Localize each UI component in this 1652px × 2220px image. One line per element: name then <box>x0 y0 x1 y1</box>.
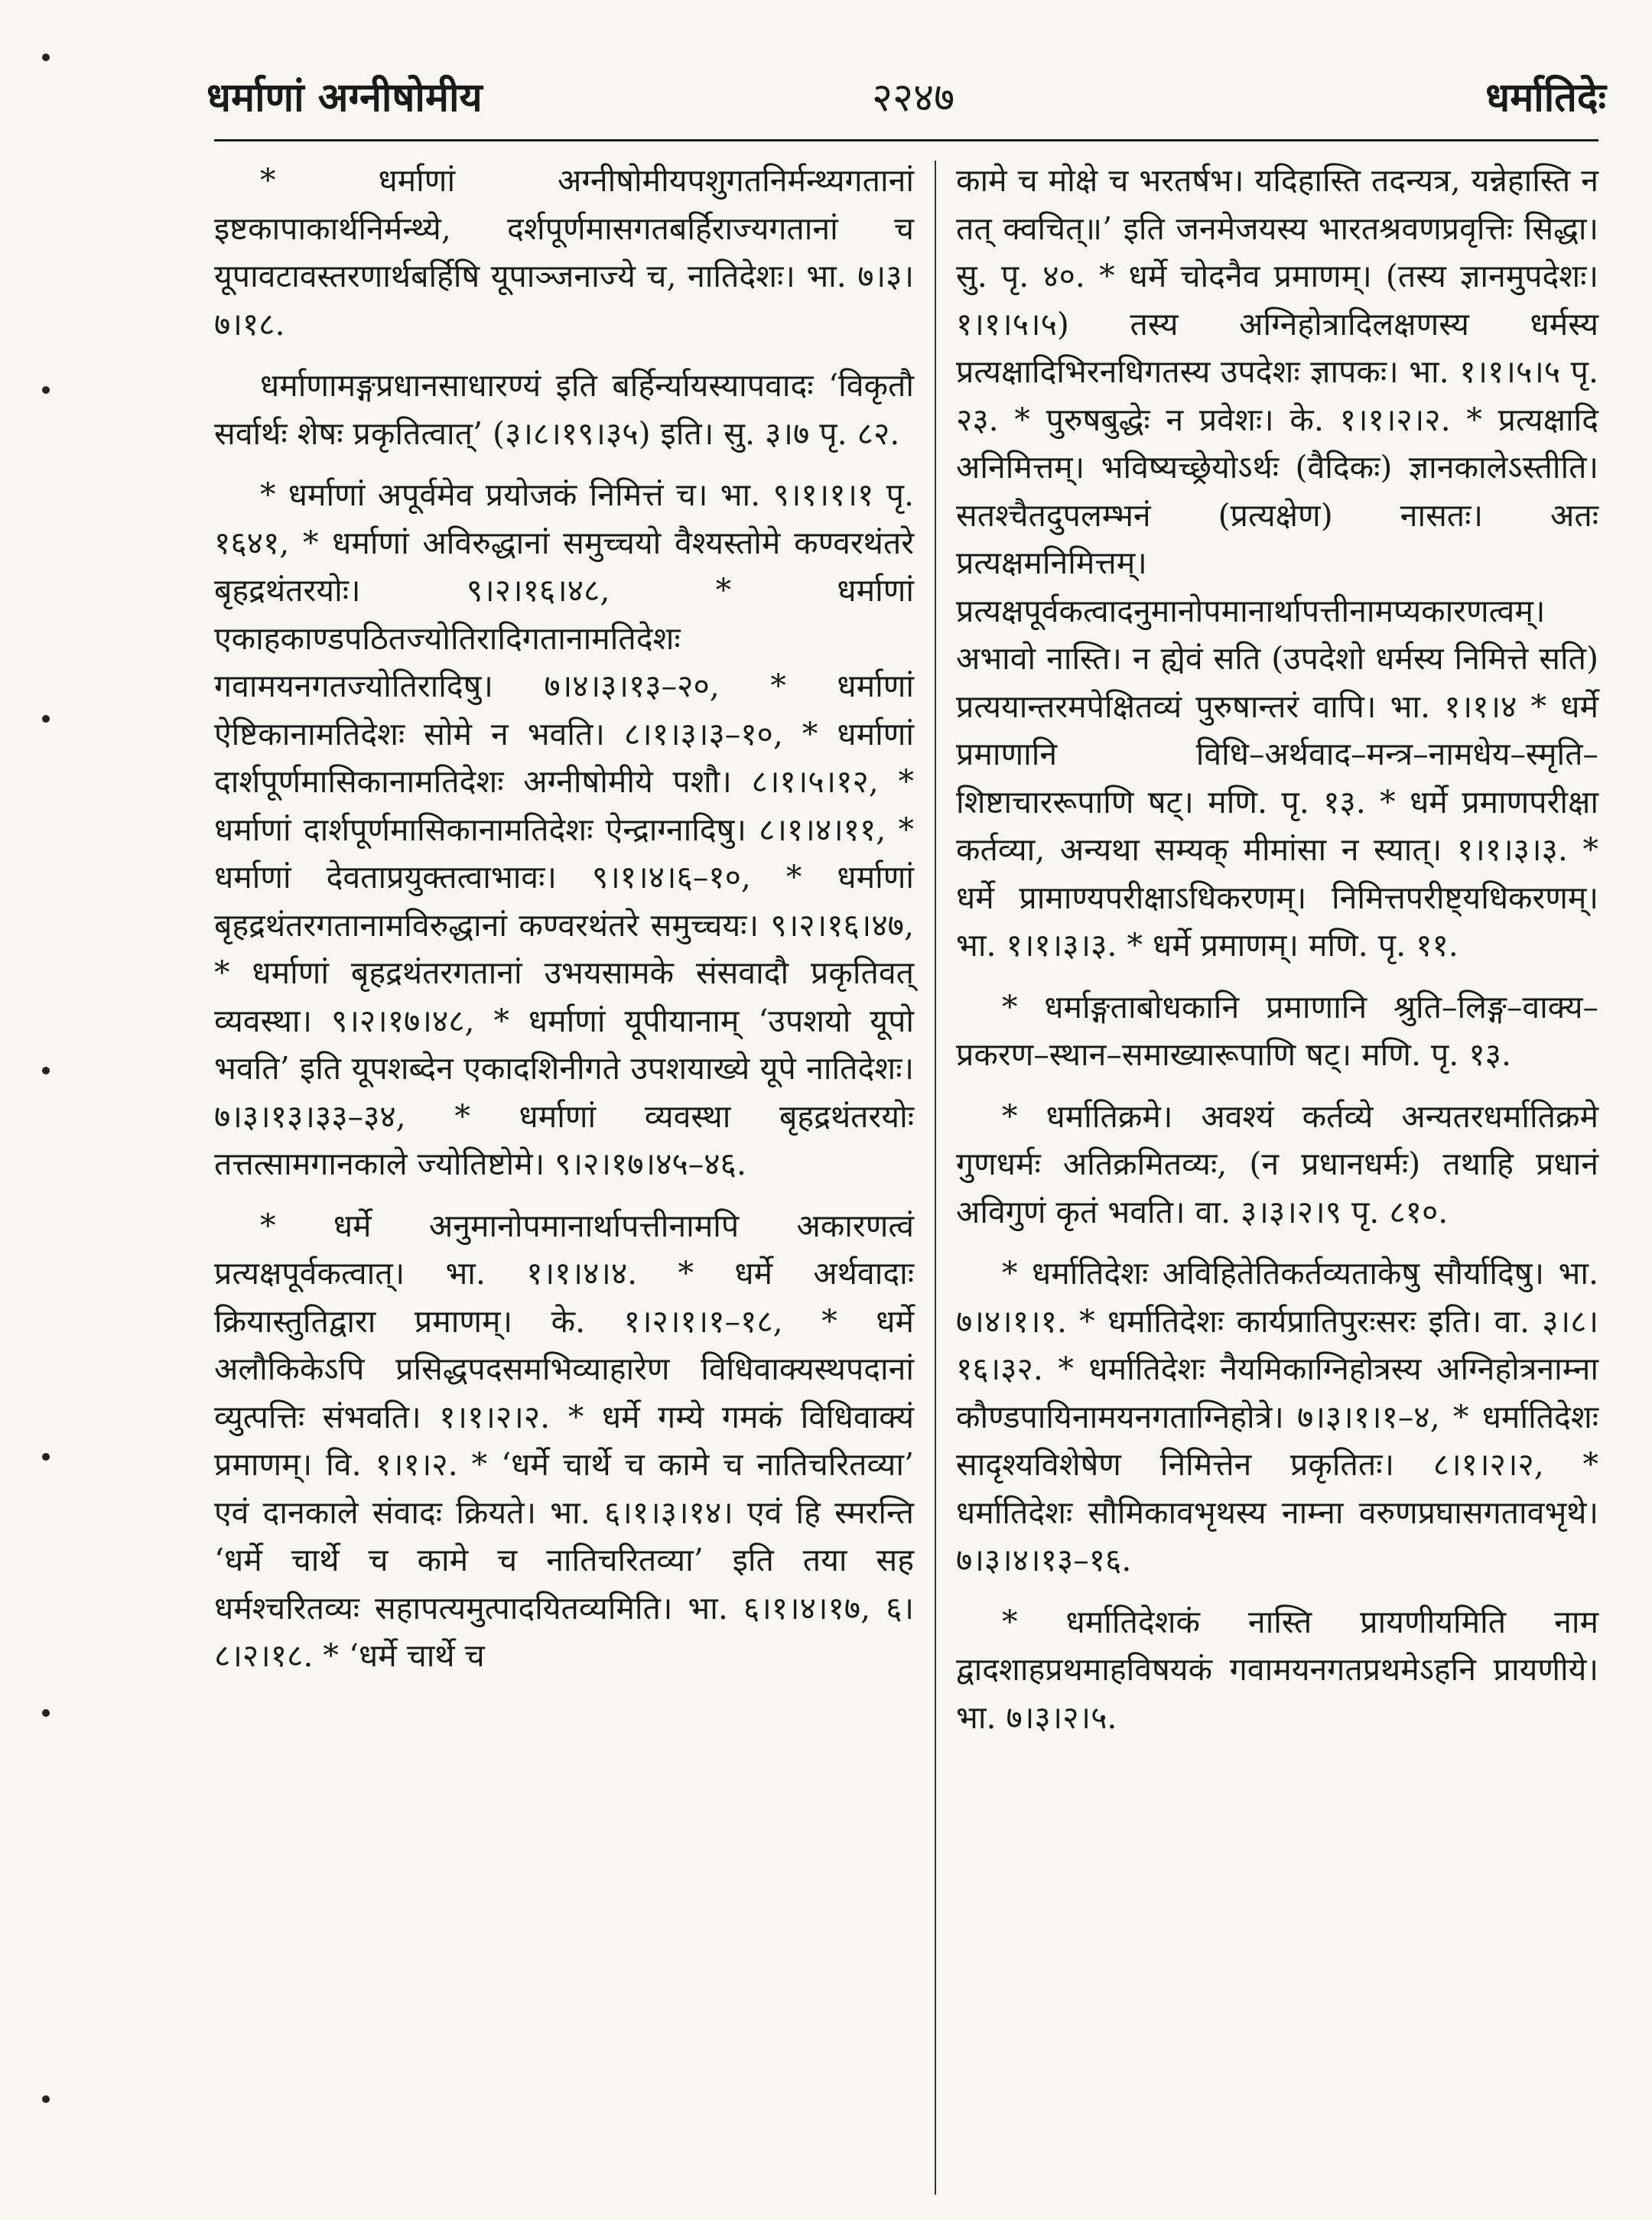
right-column <box>956 157 1598 1755</box>
margin-dot <box>42 715 50 723</box>
header-first-entry: धर्माणां अग्नीषोमीय <box>206 74 483 121</box>
entry-paragraph: * धर्माङ्गताबोधकानि प्रमाणानि श्रुति–लिङ्ग–वाक्य–प्रकरण–स्थान–समाख्यारूपाणि षट्। मणि. पृ. १३. <box>956 988 1598 1073</box>
margin-dot <box>42 2095 50 2103</box>
entry-paragraph: * धर्माणां अग्नीषोमीयपशुगतनिर्मन्थ्यगतानां इष्टकापाकार्थनिर्मन्थ्ये, दर्शपूर्णमासगतबर्हिराज्यगतानां च यूपावटावस्तरणार्थबर्हिषि यूपाञ्जनाज्ये च, नातिदेशः। भा. ७।३।७।१८. <box>214 162 914 343</box>
margin-dot <box>42 1709 50 1717</box>
left-column <box>214 157 914 1694</box>
entry-paragraph: * धर्माणां अपूर्वमेव प्रयोजकं निमित्तं च। भा. ९।१।१।१ पृ. १६४१, * धर्माणां अविरुद्धानां समुच्चयो वैश्यस्तोमे कण्वरथंतरे बृहद्रथंतरयोः। ९।२।१६।४८, * धर्माणां एकाहकाण्डपठितज्योतिरादिगतानामतिदेशः गवामयनगतज्योतिरादिषु। ७।४।३।१३–२०, * धर्माणां ऐष्टिकानामतिदेशः सोमे न भवति। ८।१।३।३–१०, * धर्माणां दार्शपूर्णमासिकानामतिदेशः अग्नीषोमीये पशौ। ८।१।५।१२, * धर्माणां दार्शपूर्णमासिकानामतिदेशः ऐन्द्राग्नादिषु। ८।१।४।११, * धर्माणां देवताप्रयुक्तत्वाभावः। ९।१।४।६–१०, * धर्माणां बृहद्रथंतरगतानामविरुद्धानां कण्वरथंतरे समुच्चयः। ९।२।१६।४७, * धर्माणां बृहद्रथंतरगतानां उभयसामके संसवादौ प्रकृतिवत् व्यवस्था। ९।२।१७।४८, * धर्माणां यूपीयानाम् ‘उपशयो यूपो भवति’ इति यूपशब्देन एकादशिनीगते उपशयाख्ये यूपे नातिदेशः। ७।३।१३।३३–३४, * धर्माणां व्यवस्था बृहद्रथंतरयोः तत्तत्सामगानकाले ज्योतिष्टोमे। ९।२।१७।४५–४६. <box>214 476 914 1182</box>
margin-dot <box>42 54 50 61</box>
margin-dot <box>42 1067 50 1074</box>
entry-paragraph: * धर्मातिदेशकं नास्ति प्रायणीयमिति नाम द्वादशाहप्रथमाहविषयकं गवामयनगतप्रथमेऽहनि प्रायणीये। भा. ७।३।२।५. <box>956 1603 1598 1736</box>
entry-paragraph: * धर्मातिक्रमे। अवश्यं कर्तव्ये अन्यतरधर्मातिक्रमे गुणधर्मः अतिक्रमितव्यः, (न प्रधानधर्मः) तथाहि प्रधानं अविगुणं कृतं भवति। वा. ३।३।२।९ पृ. ८१०. <box>956 1097 1598 1230</box>
entry-paragraph: * धर्मे अनुमानोपमानार्थापत्तीनामपि अकारणत्वं प्रत्यक्षपूर्वकत्वात्। भा. १।१।४।४. * धर्मे अर्थवादाः क्रियास्तुतिद्वारा प्रमाणम्। के. १।२।१।१–१८, * धर्मे अलौकिकेऽपि प्रसिद्धपदसमभिव्याहारेण विधिवाक्यस्थपदानां व्युत्पत्तिः संभवति। १।१।२।२. * धर्मे गम्ये गमकं विधिवाक्यं प्रमाणम्। वि. १।१।२. * ‘धर्मे चार्थे च कामे च नातिचरितव्या’ एवं दानकाले संवादः क्रियते। भा. ६।१।३।१४। एवं हि स्मरन्ति ‘धर्मे चार्थे च कामे च नातिचरितव्या’ इति तया सह धर्मश्चरितव्यः सहापत्यमुत्पादयितव्यमिति। भा. ६।१।४।१७, ६।८।२।१८. * ‘धर्मे चार्थे च <box>214 1207 914 1674</box>
header-rule <box>214 139 1598 141</box>
entry-paragraph: कामे च मोक्षे च भरतर्षभ। यदिहास्ति तदन्यत्र, यन्नेहास्ति न तत् क्वचित्॥’ इति जनमेजयस्य भारतश्रवणप्रवृत्तिः सिद्धा। सु. पृ. ४०. * धर्मे चोदनैव प्रमाणम्। (तस्य ज्ञानमुपदेशः। १।१।५।५) तस्य अग्निहोत्रादिलक्षणस्य धर्मस्य प्रत्यक्षादिभिरनधिगतस्य उपदेशः ज्ञापकः। भा. १।१।५।५ पृ. २३. * पुरुषबुद्धेः न प्रवेशः। के. १।१।२।२. * प्रत्यक्षादि अनिमित्तम्। भविष्यच्छ्रेयोऽर्थः (वैदिकः) ज्ञानकालेऽस्तीति। सतश्चैतदुपलम्भनं (प्रत्यक्षेण) नासतः। अतः प्रत्यक्षमनिमित्तम्। प्रत्यक्षपूर्वकत्वादनुमानोपमानार्थापत्तीनामप्यकारणत्वम्। अभावो नास्ति। न ह्येवं सति (उपदेशो धर्मस्य निमित्ते सति) प्रत्ययान्तरमपेक्षितव्यं पुरुषान्तरं वापि। भा. १।१।४ * धर्मे प्रमाणानि विधि–अर्थवाद–मन्त्र–नामधेय–स्मृति–शिष्टाचाररूपाणि षट्। मणि. पृ. १३. * धर्मे प्रमाणपरीक्षा कर्तव्या, अन्यथा सम्यक् मीमांसा न स्यात्। १।१।३।३. * धर्मे प्रामाण्यपरीक्षाऽधिकरणम्। निमित्तपरीष्ट्यधिकरणम्। भा. १।१।३।३. * धर्मे प्रमाणम्। मणि. पृ. ११. <box>956 162 1598 964</box>
column-divider <box>935 161 936 2195</box>
running-header <box>206 61 1606 130</box>
margin-dot <box>42 1453 50 1461</box>
margin-dot <box>42 386 50 394</box>
header-last-entry: धर्मातिदेः <box>1485 74 1606 121</box>
page-number: २२४७ <box>872 75 955 121</box>
entry-paragraph: * धर्मातिदेशः अविहितेतिकर्तव्यताकेषु सौर्यादिषु। भा. ७।४।१।१. * धर्मातिदेशः कार्यप्रातिपुरःसरः इति। वा. ३।८।१६।३२. * धर्मातिदेशः नैयमिकाग्निहोत्रस्य अग्निहोत्रनाम्ना कौण्डपायिनामयनगताग्निहोत्रे। ७।३।१।१–४, * धर्मातिदेशः सादृश्यविशेषेण निमित्तेन प्रकृतितः। ८।१।२।२, * धर्मातिदेशः सौमिकावभृथस्य नाम्ना वरुणप्रघासगतावभृथे। ७।३।४।१३–१६. <box>956 1255 1598 1578</box>
entry-paragraph: धर्माणामङ्गप्रधानसाधारण्यं इति बर्हिर्न्यायस्यापवादः ‘विकृतौ सर्वार्थः शेषः प्रकृतित्वात्’ (३।८।१९।३५) इति। सु. ३।७ पृ. ८२. <box>214 367 914 452</box>
